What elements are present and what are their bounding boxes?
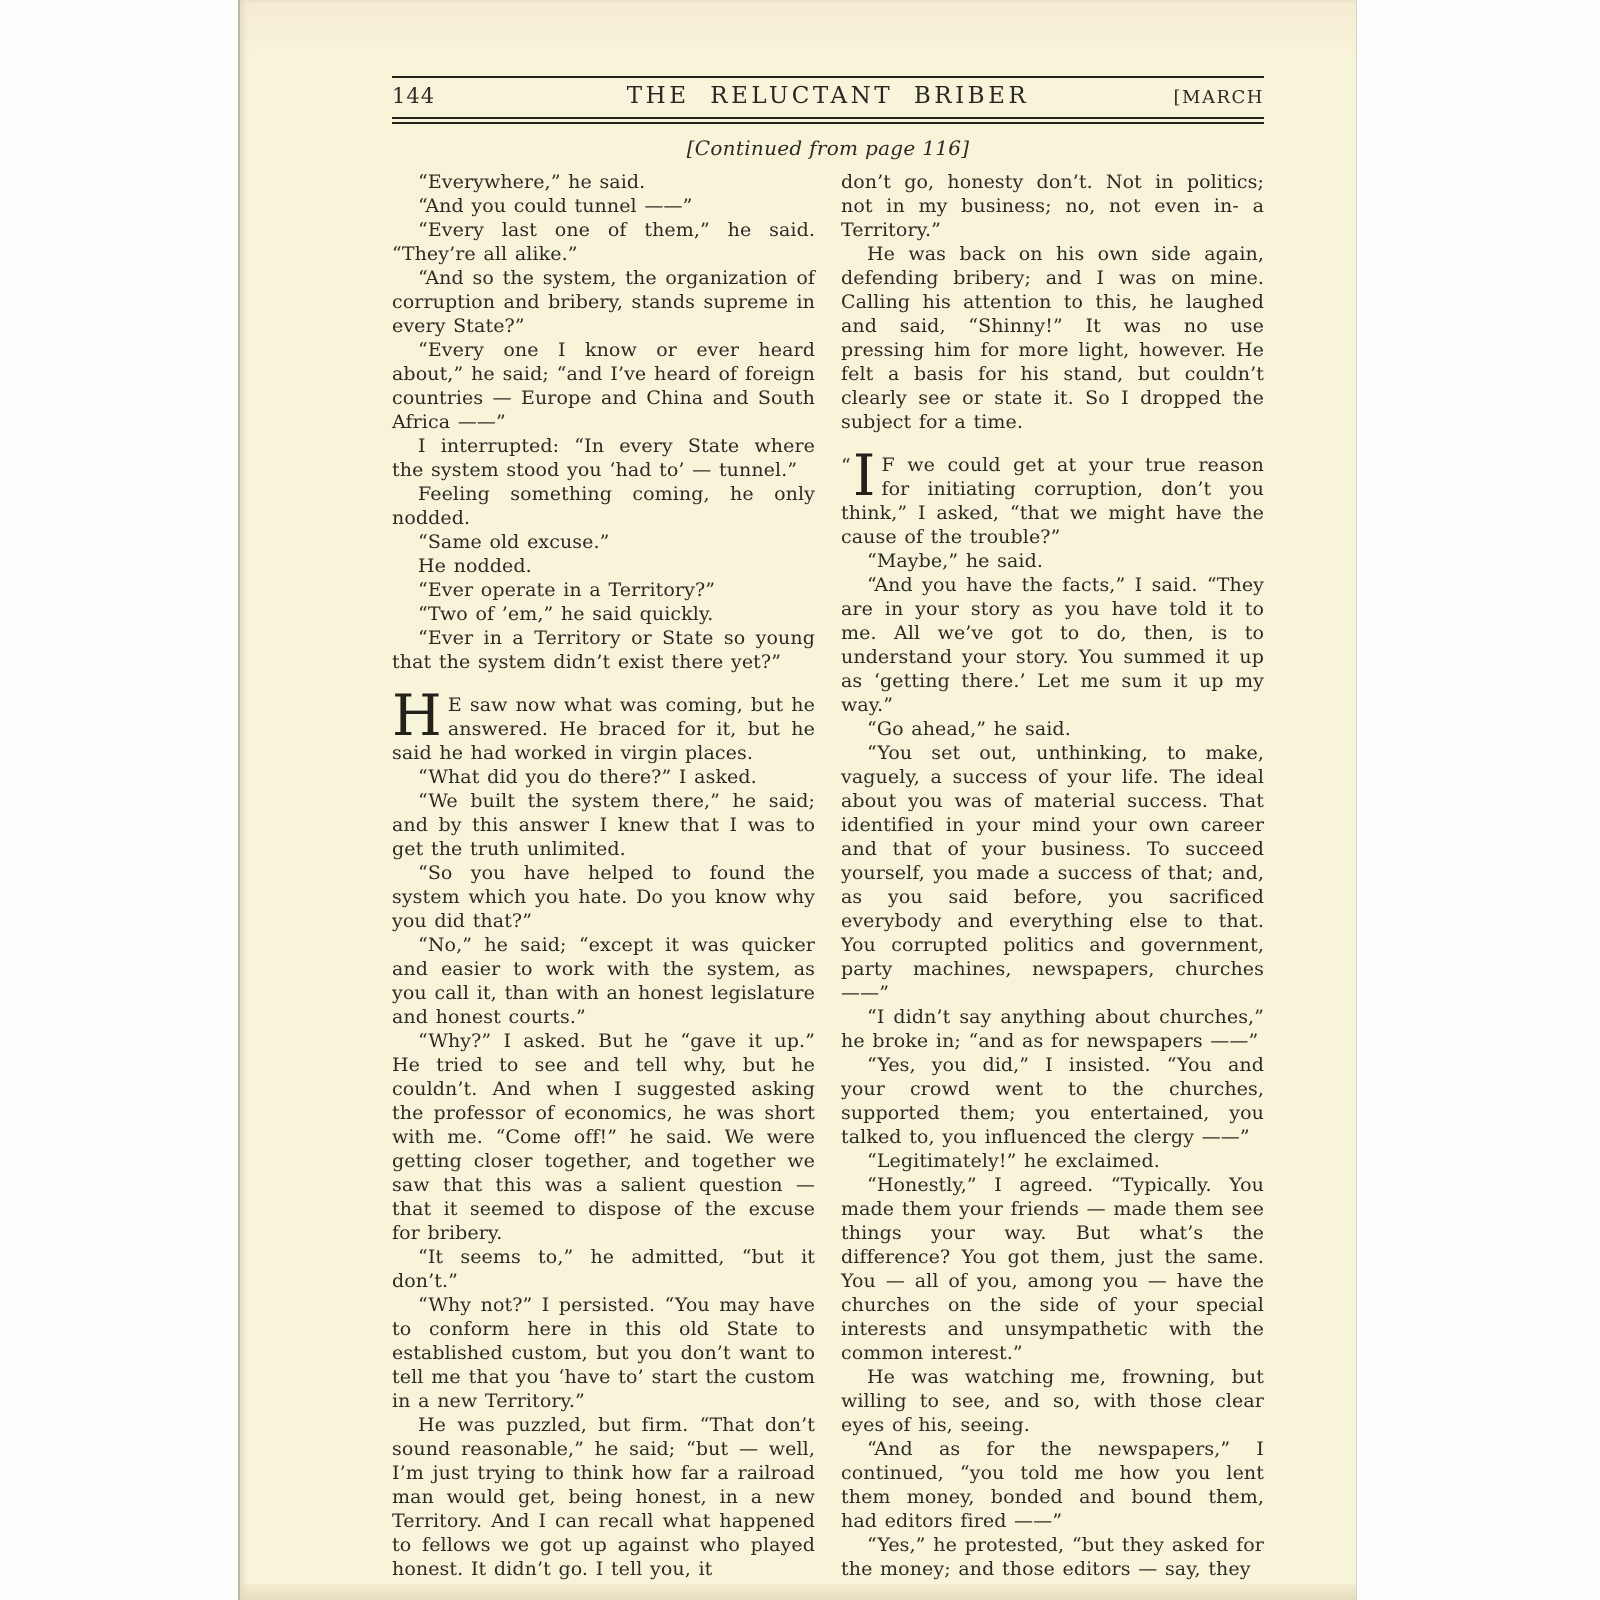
paragraph <box>392 194 815 218</box>
paragraph-text: “And you have the facts,” I said. “They are in your story as you have told it to me. All we’ve got to do, then, is to understand your story. You summed it up as ‘getting there.’ Let me sum it up my way.” <box>841 574 1264 716</box>
paragraph <box>841 573 1264 717</box>
paragraph-text: “Ever in a Territory or State so young that the system didn’t exist there yet?” <box>392 627 815 673</box>
running-head <box>392 83 1264 113</box>
header-rule-double <box>392 117 1264 124</box>
magazine-page <box>238 0 1357 1600</box>
paragraph <box>841 1053 1264 1149</box>
drop-cap-quote: “ <box>841 455 851 477</box>
paragraph-text: “Two of ’em,” he said quickly. <box>418 603 714 625</box>
paragraph-text: He was back on his own side again, defending bribery; and I was on mine. Calling his attention to this, he laughed and said, “Shinny!” It was no use pressing him for more light, however. He felt a basis for his stand, but couldn’t clearly see or state it. So I dropped the subject for a time. <box>841 243 1264 433</box>
paragraph <box>392 602 815 626</box>
paragraph-text: “And as for the newspapers,” I continued, “you told me how you lent them money, bonded and bound them, had editors fired ——” <box>841 1438 1264 1532</box>
paragraph-text: “Same old excuse.” <box>418 531 610 553</box>
paragraph-text: He was puzzled, but firm. “That don’t sound reasonable,” he said; “but — well, I’m just trying to think how far a railroad man would get, being honest, in a new Territory. And I can recall what happened to fellows we got up against who played honest. It didn’t go. I tell you, it <box>392 1414 815 1580</box>
paragraph-text: “Yes, you did,” I insisted. “You and your crowd went to the churches, supported them; you entertained, you talked to, you influenced the clergy ——” <box>841 1054 1264 1148</box>
paragraph-text: “So you have helped to found the system which you hate. Do you know why you did that?” <box>392 862 815 932</box>
paragraph-text: “Go ahead,” he said. <box>867 718 1071 740</box>
paragraph-text: “Why not?” I persisted. “You may have to conform here in this old State to established custom, but you don’t want to tell me that you ‘have to’ start the custom in a new Territory.” <box>392 1294 815 1412</box>
paragraph <box>392 861 815 933</box>
header-rule-top <box>392 76 1264 78</box>
paragraph <box>392 338 815 434</box>
paragraph-text: “Every last one of them,” he said. “They’re all alike.” <box>392 219 815 265</box>
paragraph-text: “Why?” I asked. But he “gave it up.” He tried to see and tell why, but he couldn’t. And when I suggested asking the professor of economics, he was short with me. “Come off!” he said. We were getting closer together, and together we saw that this was a salient question — that it seemed to dispose of the excuse for bribery. <box>392 1030 815 1244</box>
paragraph-text: “Legitimately!” he exclaimed. <box>867 1150 1160 1172</box>
paragraph-text: “And so the system, the organization of corruption and bribery, stands supreme in every State?” <box>392 267 815 337</box>
paragraph <box>392 626 815 674</box>
text-columns <box>392 170 1264 1581</box>
paragraph-text: He was watching me, frowning, but willing to see, and so, with those clear eyes of his, seeing. <box>841 1366 1264 1436</box>
page-content <box>240 0 1356 1581</box>
paragraph <box>841 549 1264 573</box>
paragraph <box>841 170 1264 242</box>
paragraph-text: “Honestly,” I agreed. “Typically. You made them your friends — made them see things your way. But what’s the difference? You got them, just the same. You — all of you, among you — have the churches on the side of your special interests and unsympathetic with the common interest.” <box>841 1174 1264 1364</box>
paragraph-text: “Maybe,” he said. <box>867 550 1044 572</box>
paragraph <box>841 1533 1264 1581</box>
paragraph <box>392 683 815 765</box>
paragraph <box>392 1413 815 1581</box>
drop-cap: I <box>852 443 876 509</box>
paragraph-text: F we could get at your true reason for initiating corruption, don’t you think,” I asked, “that we might have the cause of the trouble?” <box>841 454 1264 548</box>
paragraph-text: “It seems to,” he admitted, “but it don’t.” <box>392 1246 815 1292</box>
paragraph <box>392 266 815 338</box>
paragraph <box>841 741 1264 1005</box>
paragraph-text: E saw now what was coming, but he answered. He braced for it, but he said he had worked in virgin places. <box>392 694 815 764</box>
paragraph <box>841 1173 1264 1365</box>
paragraph <box>392 1029 815 1245</box>
paragraph <box>392 1293 815 1413</box>
paragraph <box>392 218 815 266</box>
right-column <box>841 170 1264 1581</box>
paragraph-text: “I didn’t say anything about churches,” he broke in; “and as for newspapers ——” <box>841 1006 1264 1052</box>
paragraph <box>841 1149 1264 1173</box>
paragraph <box>392 482 815 530</box>
paragraph <box>841 1005 1264 1053</box>
paragraph <box>841 717 1264 741</box>
paragraph <box>392 765 815 789</box>
paragraph-text: “No,” he said; “except it was quicker and easier to work with the system, as you call it, than with an honest legislature and honest courts.” <box>392 934 815 1028</box>
paragraph-text: “Every one I know or ever heard about,” he said; “and I’ve heard of foreign countries — Europe and China and South Africa ——” <box>392 339 815 433</box>
paragraph-text: I interrupted: “In every State where the system stood you ‘had to’ — tunnel.” <box>392 435 815 481</box>
paragraph <box>392 933 815 1029</box>
paragraph <box>392 530 815 554</box>
paragraph <box>392 578 815 602</box>
paragraph-text: He nodded. <box>418 555 532 577</box>
paragraph <box>392 789 815 861</box>
drop-cap: H <box>392 683 442 749</box>
paragraph <box>392 434 815 482</box>
left-column <box>392 170 815 1581</box>
paragraph <box>392 554 815 578</box>
paragraph-text: “Everywhere,” he said. <box>418 171 646 193</box>
paragraph <box>841 242 1264 434</box>
continued-note: [Continued from page 116] <box>686 136 970 160</box>
issue-label: [MARCH <box>1173 87 1264 108</box>
paragraph-text: “Yes,” he protested, “but they asked for the money; and those editors — say, they <box>841 1534 1264 1580</box>
paragraph <box>392 1245 815 1293</box>
paragraph-text: “What did you do there?” I asked. <box>418 766 757 788</box>
paragraph <box>841 1365 1264 1437</box>
paragraph <box>392 170 815 194</box>
paragraph <box>841 1437 1264 1533</box>
paragraph-text: “Ever operate in a Territory?” <box>418 579 716 601</box>
page-number: 144 <box>392 84 436 108</box>
paragraph-text: “We built the system there,” he said; and by this answer I knew that I was to get the truth unlimited. <box>392 790 815 860</box>
paragraph-text: “And you could tunnel ——” <box>418 195 693 217</box>
paragraph <box>841 443 1264 549</box>
paragraph-text: “You set out, unthinking, to make, vaguely, a success of your life. The ideal about you was of material success. That identified in your mind your own career and that of your business. To succeed yourself, you made a success of that; and, as you said before, you sacrificed everybody and everything else to that. You corrupted politics and government, party machines, newspapers, churches ——” <box>841 742 1264 1004</box>
paragraph-text: Feeling something coming, he only nodded. <box>392 483 815 529</box>
page-title: THE RELUCTANT BRIBER <box>626 83 1030 109</box>
paragraph-text: don’t go, honesty don’t. Not in politics; not in my business; no, not even in- a Territory.” <box>841 171 1264 241</box>
